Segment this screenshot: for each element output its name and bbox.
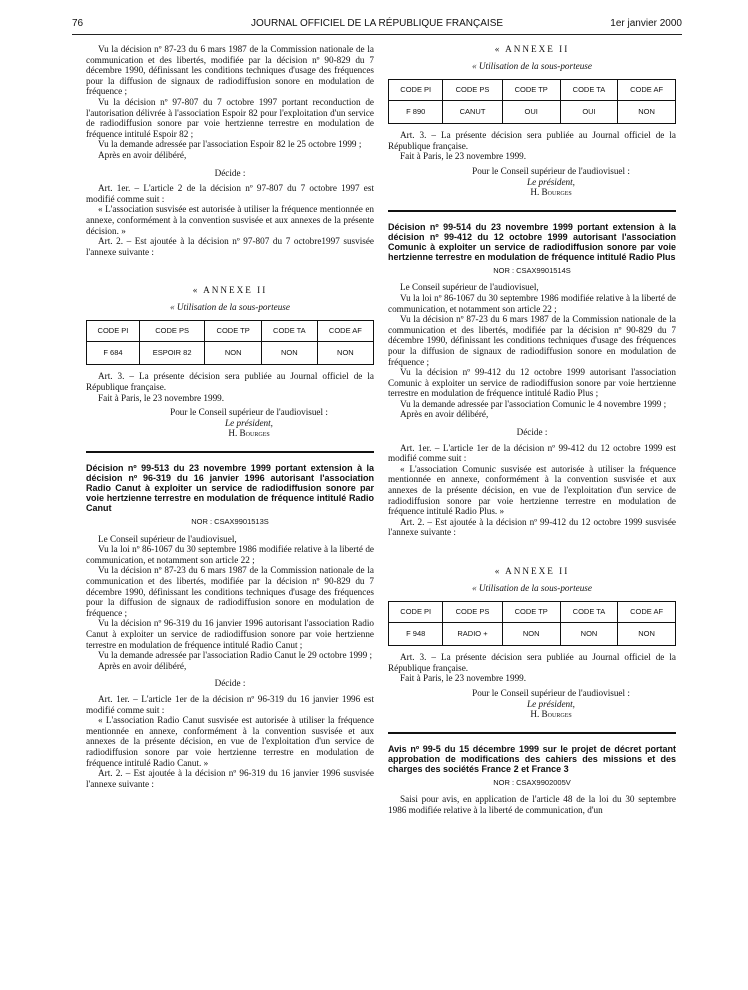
article: Art. 1er. – L'article 2 de la décision nº 97-807 du 7 octobre 1997 est modifié comme suit : — [86, 183, 374, 204]
issue-date: 1er janvier 2000 — [610, 18, 682, 29]
table-cell: NON — [261, 342, 317, 365]
table-cell: NON — [205, 342, 262, 365]
signing-place-date: Fait à Paris, le 23 novembre 1999. — [400, 151, 527, 162]
paragraph: Vu la décision nº 87-23 du 6 mars 1987 de la Commission nationale de la communication et des libertés, modifiée par la décision nº 90-829 du 7 décembre 1990, définissant les conditions techniques d'usage des fréquences pour la diffusion de signaux de radiodiffusion sonore en modulation de fréquence ; — [86, 565, 374, 618]
annex-subtitle: « Utilisation de la sous-porteuse — [170, 301, 290, 312]
signature-line: Pour le Conseil supérieur de l'audiovisuel : — [170, 407, 328, 418]
decide-heading: Décide : — [516, 427, 548, 438]
paragraph: Vu la décision nº 87-23 du 6 mars 1987 de la Commission nationale de la communication et des libertés, modifiée par la décision nº 90-829 du 7 décembre 1990, définissant les conditions techniques d'usage des fréquences pour la diffusion de signaux de radiodiffusion sonore en modulation de fréquence ; — [86, 44, 374, 97]
table-cell: NON — [618, 101, 676, 124]
page-number: 76 — [72, 18, 84, 29]
annex-title: « ANNEXE II — [494, 44, 570, 54]
signature-name: H. Bourges — [530, 709, 572, 720]
table-header: CODE TP — [205, 321, 262, 342]
table-cell: ESPOIR 82 — [139, 342, 204, 365]
article-quote: « L'association susvisée est autorisée à utiliser la fréquence mentionnée en annexe, conformément à la convention susvisée et aux annexes de la présente décision. » — [86, 204, 374, 236]
paragraph: Vu la décision nº 97-807 du 7 octobre 1997 portant reconduction de l'autorisation délivrée à l'association Espoir 82 pour l'exploitation d'un service de radiodiffusion sonore par voie hertzienne terrestre en modulation de fréquence intitulé Espoir 82 ; — [86, 96, 374, 139]
annex-title: « ANNEXE II — [494, 566, 570, 576]
article: Art. 1er. – L'article 1er de la décision nº 96-319 du 16 janvier 1996 est modifié comme suit : — [86, 693, 374, 715]
table-header: CODE PS — [443, 80, 502, 101]
nor-reference: NOR : CSAX9901513S — [191, 517, 269, 527]
signing-place-date: Fait à Paris, le 23 novembre 1999. — [98, 392, 225, 403]
table-header: CODE PI — [389, 80, 443, 101]
paragraph: Le Conseil supérieur de l'audiovisuel, — [400, 282, 539, 293]
annex-table — [388, 79, 676, 124]
table-cell: F 684 — [87, 342, 140, 365]
table-cell: F 948 — [389, 623, 443, 646]
article: Art. 1er. – L'article 1er de la décision nº 99-412 du 12 octobre 1999 est modifié comme suit : — [388, 442, 676, 464]
table-cell: NON — [560, 623, 617, 646]
decide-heading: Décide : — [214, 167, 246, 178]
table-header: CODE TA — [560, 80, 617, 101]
signature-block — [388, 688, 676, 720]
table-row — [389, 623, 676, 646]
table-header: CODE PI — [87, 321, 140, 342]
table-header: CODE TP — [502, 80, 560, 101]
signature-title: Le président, — [527, 176, 575, 187]
paragraph: Après en avoir délibéré, — [400, 409, 489, 420]
table-cell: RADIO + — [443, 623, 502, 646]
article: Art. 3. – La présente décision sera publiée au Journal officiel de la République française. — [86, 371, 374, 393]
table-cell: OUI — [560, 101, 617, 124]
table-header: CODE TA — [560, 602, 617, 623]
signature-line: Pour le Conseil supérieur de l'audiovisuel : — [472, 687, 630, 698]
article: Art. 3. – La présente décision sera publiée au Journal officiel de la République française. — [388, 130, 676, 151]
table-row — [87, 342, 374, 365]
decision-title: Décision nº 99-514 du 23 novembre 1999 portant extension à la décision nº 99-412 du 12 octobre 1999 autorisant l'association Comunic à exploiter un service de radiodiffusion sonore par voie hertzienne terrestre en modulation de fréquence intitulé Radio Plus — [388, 221, 676, 262]
table-header: CODE PI — [389, 602, 443, 623]
paragraph: Vu la décision nº 87-23 du 6 mars 1987 de la Commission nationale de la communication et des libertés, modifiée par la décision nº 90-829 du 7 décembre 1990, définissant les conditions techniques d'usage des fréquences pour la diffusion de signaux de radiodiffusion sonore en modulation de fréquence ; — [388, 314, 676, 367]
signature-block — [86, 407, 374, 439]
signature-name: H. Bourges — [228, 428, 270, 439]
table-header: CODE PS — [443, 602, 502, 623]
annex-table — [86, 320, 374, 365]
paragraph: Vu la demande adressée par l'association Comunic le 4 novembre 1999 ; — [400, 398, 667, 409]
left-column — [86, 44, 374, 789]
paragraph: Le Conseil supérieur de l'audiovisuel, — [98, 533, 237, 544]
paragraph: Après en avoir délibéré, — [98, 660, 187, 671]
article-quote: « L'association Radio Canut susvisée est autorisée à utiliser la fréquence mentionnée en annexe, conformément à la convention susvisée et aux annexes de la présente décision, en vue de l'exploitation d'un service de radiodiffusion sonore par voie hertzienne terrestre en modulation de fréquence intitulé Radio Canut. » — [86, 715, 374, 768]
nor-reference: NOR : CSAX9901514S — [493, 265, 571, 275]
article-quote: « L'association Comunic susvisée est autorisée à utiliser la fréquence mentionnée en annexe, conformément à la convention susvisée et aux annexes de la présente décision, en vue de l'exploitation d'un service de radiodiffusion sonore par voie hertzienne terrestre en modulation de fréquence intitulé Radio Plus. » — [388, 463, 676, 517]
right-column — [388, 44, 676, 816]
table-header: CODE AF — [317, 321, 373, 342]
signature-block — [388, 166, 676, 198]
article: Art. 2. – Est ajoutée à la décision nº 97-807 du 7 octobre1997 susvisée l'annexe suivante : — [86, 236, 374, 257]
table-cell: NON — [317, 342, 373, 365]
annex-subtitle: « Utilisation de la sous-porteuse — [472, 582, 592, 593]
table-header: CODE TA — [261, 321, 317, 342]
table-row — [389, 101, 676, 124]
page-header — [72, 18, 682, 35]
nor-reference: NOR : CSAX9902005V — [493, 777, 571, 787]
decide-heading: Décide : — [214, 678, 246, 689]
journal-title: JOURNAL OFFICIEL DE LA RÉPUBLIQUE FRANÇAISE — [250, 18, 504, 29]
table-header: CODE AF — [618, 602, 676, 623]
table-cell: OUI — [502, 101, 560, 124]
signature-name: H. Bourges — [530, 187, 572, 198]
annex-title: « ANNEXE II — [192, 285, 268, 296]
table-header: CODE AF — [618, 80, 676, 101]
article: Art. 2. – Est ajoutée à la décision nº 99-412 du 12 octobre 1999 susvisée l'annexe suivante : — [388, 516, 676, 538]
table-header: CODE PS — [139, 321, 204, 342]
paragraph: Vu la demande adressée par l'association Radio Canut le 29 octobre 1999 ; — [98, 650, 373, 661]
signature-line: Pour le Conseil supérieur de l'audiovisuel : — [472, 165, 630, 176]
avis-title: Avis nº 99-5 du 15 décembre 1999 sur le projet de décret portant approbation de modifications des cahiers des missions et des charges des sociétés France 2 et France 3 — [388, 743, 676, 774]
paragraph: Vu la décision nº 96-319 du 16 janvier 1996 autorisant l'association Radio Canut à exploiter un service de radiodiffusion sonore par voie hertzienne terrestre en modulation de fréquence intitulé Radio Canut ; — [86, 618, 374, 650]
paragraph: Après en avoir délibéré, — [98, 149, 187, 160]
table-cell: F 890 — [389, 101, 443, 124]
paragraph: Vu la loi nº 86-1067 du 30 septembre 1986 modifiée relative à la liberté de communication, et notamment son article 22 ; — [388, 292, 676, 314]
signature-title: Le président, — [225, 417, 273, 428]
table-cell: NON — [618, 623, 676, 646]
paragraph: Saisi pour avis, en application de l'article 48 de la loi du 30 septembre 1986 modifiée relative à la liberté de communication, d'un — [388, 794, 676, 815]
table-cell: NON — [502, 623, 560, 646]
table-header: CODE TP — [502, 602, 560, 623]
paragraph: Vu la loi nº 86-1067 du 30 septembre 1986 modifiée relative à la liberté de communication, et notamment son article 22 ; — [86, 544, 374, 565]
signing-place-date: Fait à Paris, le 23 novembre 1999. — [400, 673, 527, 684]
article: Art. 3. – La présente décision sera publiée au Journal officiel de la République française. — [388, 652, 676, 673]
decision-title: Décision nº 99-513 du 23 novembre 1999 portant extension à la décision nº 96-319 du 16 janvier 1996 autorisant l'association Radio Canut à exploiter un service de radiodiffusion sonore par voie hertzienne terrestre en modulation de fréquence intitulé Radio Canut — [86, 463, 374, 514]
annex-table — [388, 601, 676, 646]
paragraph: Vu la demande adressée par l'association Espoir 82 le 25 octobre 1999 ; — [98, 139, 362, 150]
annex-subtitle: « Utilisation de la sous-porteuse — [472, 60, 592, 71]
article: Art. 2. – Est ajoutée à la décision nº 96-319 du 16 janvier 1996 susvisée l'annexe suivante : — [86, 768, 374, 789]
signature-title: Le président, — [527, 698, 575, 709]
table-cell: CANUT — [443, 101, 502, 124]
paragraph: Vu la décision nº 99-412 du 12 octobre 1999 autorisant l'association Comunic à exploiter un service de radiodiffusion sonore par voie hertzienne terrestre en modulation de fréquence intitulé Radio Plus ; — [388, 367, 676, 399]
